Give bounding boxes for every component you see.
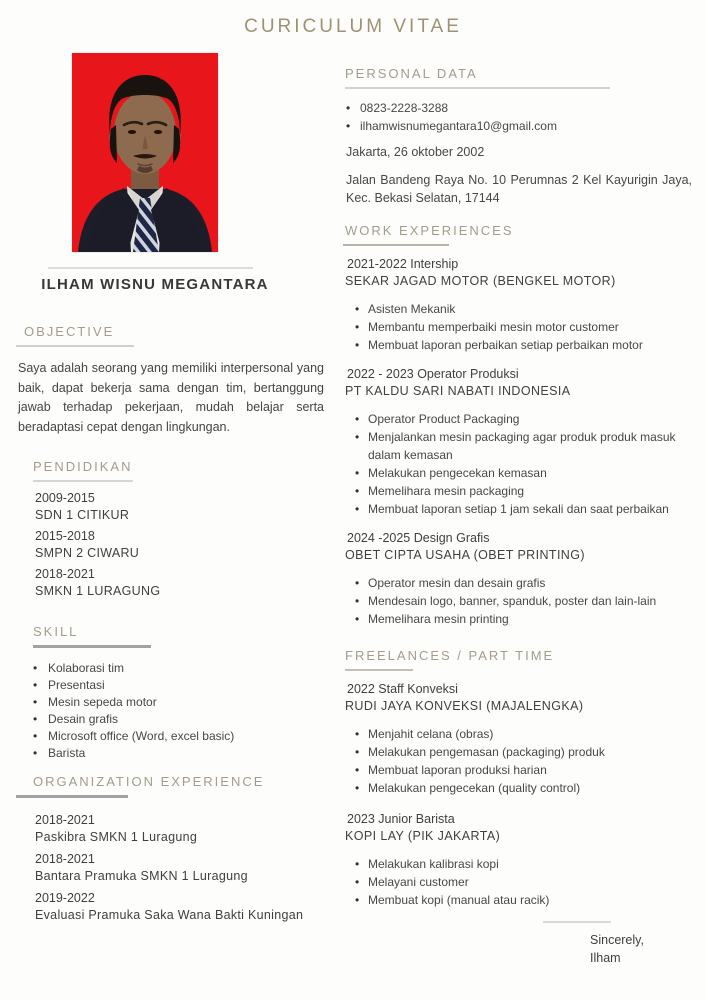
candidate-name: ILHAM WISNU MEGANTARA bbox=[41, 276, 269, 293]
closing-salutation: Sincerely, bbox=[590, 933, 644, 947]
portrait-photo bbox=[72, 53, 218, 252]
education-entries bbox=[35, 490, 336, 600]
job-period: 2023 Junior Barista bbox=[347, 812, 455, 826]
work-job bbox=[343, 530, 693, 628]
organization-name: Bantara Pramuka SMKN 1 Luragung bbox=[35, 869, 248, 883]
portrait-photo-graphic bbox=[72, 53, 218, 252]
left-column bbox=[16, 53, 336, 924]
education-entry bbox=[35, 566, 336, 600]
job-period: 2024 -2025 Design Grafis bbox=[347, 531, 490, 545]
right-column bbox=[343, 58, 693, 967]
home-address: Jalan Bandeng Raya No. 10 Perumnas 2 Kel Kayurigin Jaya, Kec. Bekasi Selatan, 17144 bbox=[346, 173, 692, 205]
closing-signature: Ilham bbox=[590, 951, 621, 965]
education-entry bbox=[35, 490, 336, 524]
organization-entry bbox=[35, 851, 336, 885]
job-company: SEKAR JAGAD MOTOR (BENGKEL MOTOR) bbox=[345, 274, 616, 288]
skill-item: • Desain grafis bbox=[33, 711, 336, 728]
job-duty: • Membuat laporan perbaikan setiap perbaikan motor bbox=[355, 336, 685, 354]
birth-place-date: Jakarta, 26 oktober 2002 bbox=[346, 145, 485, 159]
organization-period: 2018-2021 bbox=[35, 852, 95, 866]
organization-entry bbox=[35, 812, 336, 846]
closing-block bbox=[343, 921, 693, 967]
organization-rule bbox=[16, 795, 128, 798]
freelance-rule bbox=[345, 669, 413, 671]
page-title: CURICULUM VITAE bbox=[244, 16, 462, 37]
education-period: 2018-2021 bbox=[35, 567, 95, 581]
job-period: 2022 Staff Konveksi bbox=[347, 682, 458, 696]
job-period: 2022 - 2023 Operator Produksi bbox=[347, 367, 519, 381]
job-duty-list bbox=[355, 300, 693, 354]
job-duty: • Melakukan pengecekan (quality control) bbox=[355, 779, 685, 797]
job-company: PT KALDU SARI NABATI INDONESIA bbox=[345, 384, 571, 398]
job-company: OBET CIPTA USAHA (OBET PRINTING) bbox=[345, 548, 585, 562]
objective-text: Saya adalah seorang yang memiliki interpersonal yang baik, dapat bekerja sama dengan tim, bertanggung jawab terhadap pekerjaan, mudah belajar serta beradaptasi cepat dengan lingkungan. bbox=[18, 361, 324, 434]
job-duty: • Memelihara mesin packaging bbox=[355, 482, 685, 500]
job-duty: • Operator mesin dan desain grafis bbox=[355, 574, 685, 592]
job-duty: • Membuat kopi (manual atau racik) bbox=[355, 891, 685, 909]
phone-number: • 0823-2228-3288 bbox=[346, 99, 693, 117]
job-duty: • Melakukan pengemasan (packaging) produk bbox=[355, 743, 685, 761]
skill-rule bbox=[33, 645, 151, 648]
objective-heading: OBJECTIVE bbox=[24, 324, 115, 339]
personal-data-heading: PERSONAL DATA bbox=[345, 66, 478, 81]
education-rule bbox=[33, 480, 133, 482]
skill-item: • Mesin sepeda motor bbox=[33, 694, 336, 711]
skill-item: • Kolaborasi tim bbox=[33, 660, 336, 677]
job-duty: • Membantu memperbaiki mesin motor customer bbox=[355, 318, 685, 336]
closing-divider bbox=[543, 921, 611, 923]
organization-period: 2018-2021 bbox=[35, 813, 95, 827]
education-period: 2009-2015 bbox=[35, 491, 95, 505]
organization-entries bbox=[35, 812, 336, 924]
skill-item: • Presentasi bbox=[33, 677, 336, 694]
name-divider bbox=[48, 267, 253, 269]
work-job bbox=[343, 256, 693, 354]
job-duty: • Menjalankan mesin packaging agar produk produk masuk dalam kemasan bbox=[355, 428, 685, 464]
job-company: KOPI LAY (PIK JAKARTA) bbox=[345, 829, 501, 843]
education-entry bbox=[35, 528, 336, 562]
organization-period: 2019-2022 bbox=[35, 891, 95, 905]
job-duty: • Melakukan kalibrasi kopi bbox=[355, 855, 685, 873]
job-duty: • Membuat laporan produksi harian bbox=[355, 761, 685, 779]
job-duty: • Melayani customer bbox=[355, 873, 685, 891]
job-duty: • Melakukan pengecekan kemasan bbox=[355, 464, 685, 482]
organization-name: Paskibra SMKN 1 Luragung bbox=[35, 830, 198, 844]
job-duty: • Menjahit celana (obras) bbox=[355, 725, 685, 743]
job-duty: • Asisten Mekanik bbox=[355, 300, 685, 318]
education-school: SDN 1 CITIKUR bbox=[35, 508, 130, 522]
job-period: 2021-2022 Intership bbox=[347, 257, 459, 271]
job-duty-list bbox=[355, 725, 693, 797]
job-company: RUDI JAYA KONVEKSI (MAJALENGKA) bbox=[345, 699, 584, 713]
work-experiences-rule bbox=[343, 244, 449, 246]
skill-heading: SKILL bbox=[33, 624, 79, 639]
organization-name: Evaluasi Pramuka Saka Wana Bakti Kuningan bbox=[35, 908, 304, 922]
education-period: 2015-2018 bbox=[35, 529, 95, 543]
skill-item: • Microsoft office (Word, excel basic) bbox=[33, 728, 336, 745]
education-heading: PENDIDIKAN bbox=[33, 459, 133, 474]
education-school: SMKN 1 LURAGUNG bbox=[35, 584, 161, 598]
job-duty: • Operator Product Packaging bbox=[355, 410, 685, 428]
objective-rule bbox=[16, 345, 134, 347]
freelance-heading: FREELANCES / PART TIME bbox=[345, 648, 555, 663]
organization-heading: ORGANIZATION EXPERIENCE bbox=[33, 774, 265, 789]
job-duty: • Membuat laporan setiap 1 jam sekali dan saat perbaikan bbox=[355, 500, 685, 518]
job-duty-list bbox=[355, 410, 693, 518]
job-duty: • Mendesain logo, banner, spanduk, poster dan lain-lain bbox=[355, 592, 685, 610]
skill-item: • Barista bbox=[33, 745, 336, 762]
personal-data-rule bbox=[345, 87, 610, 89]
contact-list bbox=[346, 99, 693, 135]
work-job bbox=[343, 366, 693, 518]
work-experiences-heading: WORK EXPERIENCES bbox=[345, 223, 514, 238]
job-duty-list bbox=[355, 574, 693, 628]
education-school: SMPN 2 CIWARU bbox=[35, 546, 140, 560]
job-duty-list bbox=[355, 855, 693, 909]
job-duty: • Memelihara mesin printing bbox=[355, 610, 685, 628]
freelance-job bbox=[343, 811, 693, 909]
email-address: • ilhamwisnumegantara10@gmail.com bbox=[346, 117, 693, 135]
freelance-job bbox=[343, 681, 693, 797]
skill-list bbox=[33, 660, 336, 762]
organization-entry bbox=[35, 890, 336, 924]
